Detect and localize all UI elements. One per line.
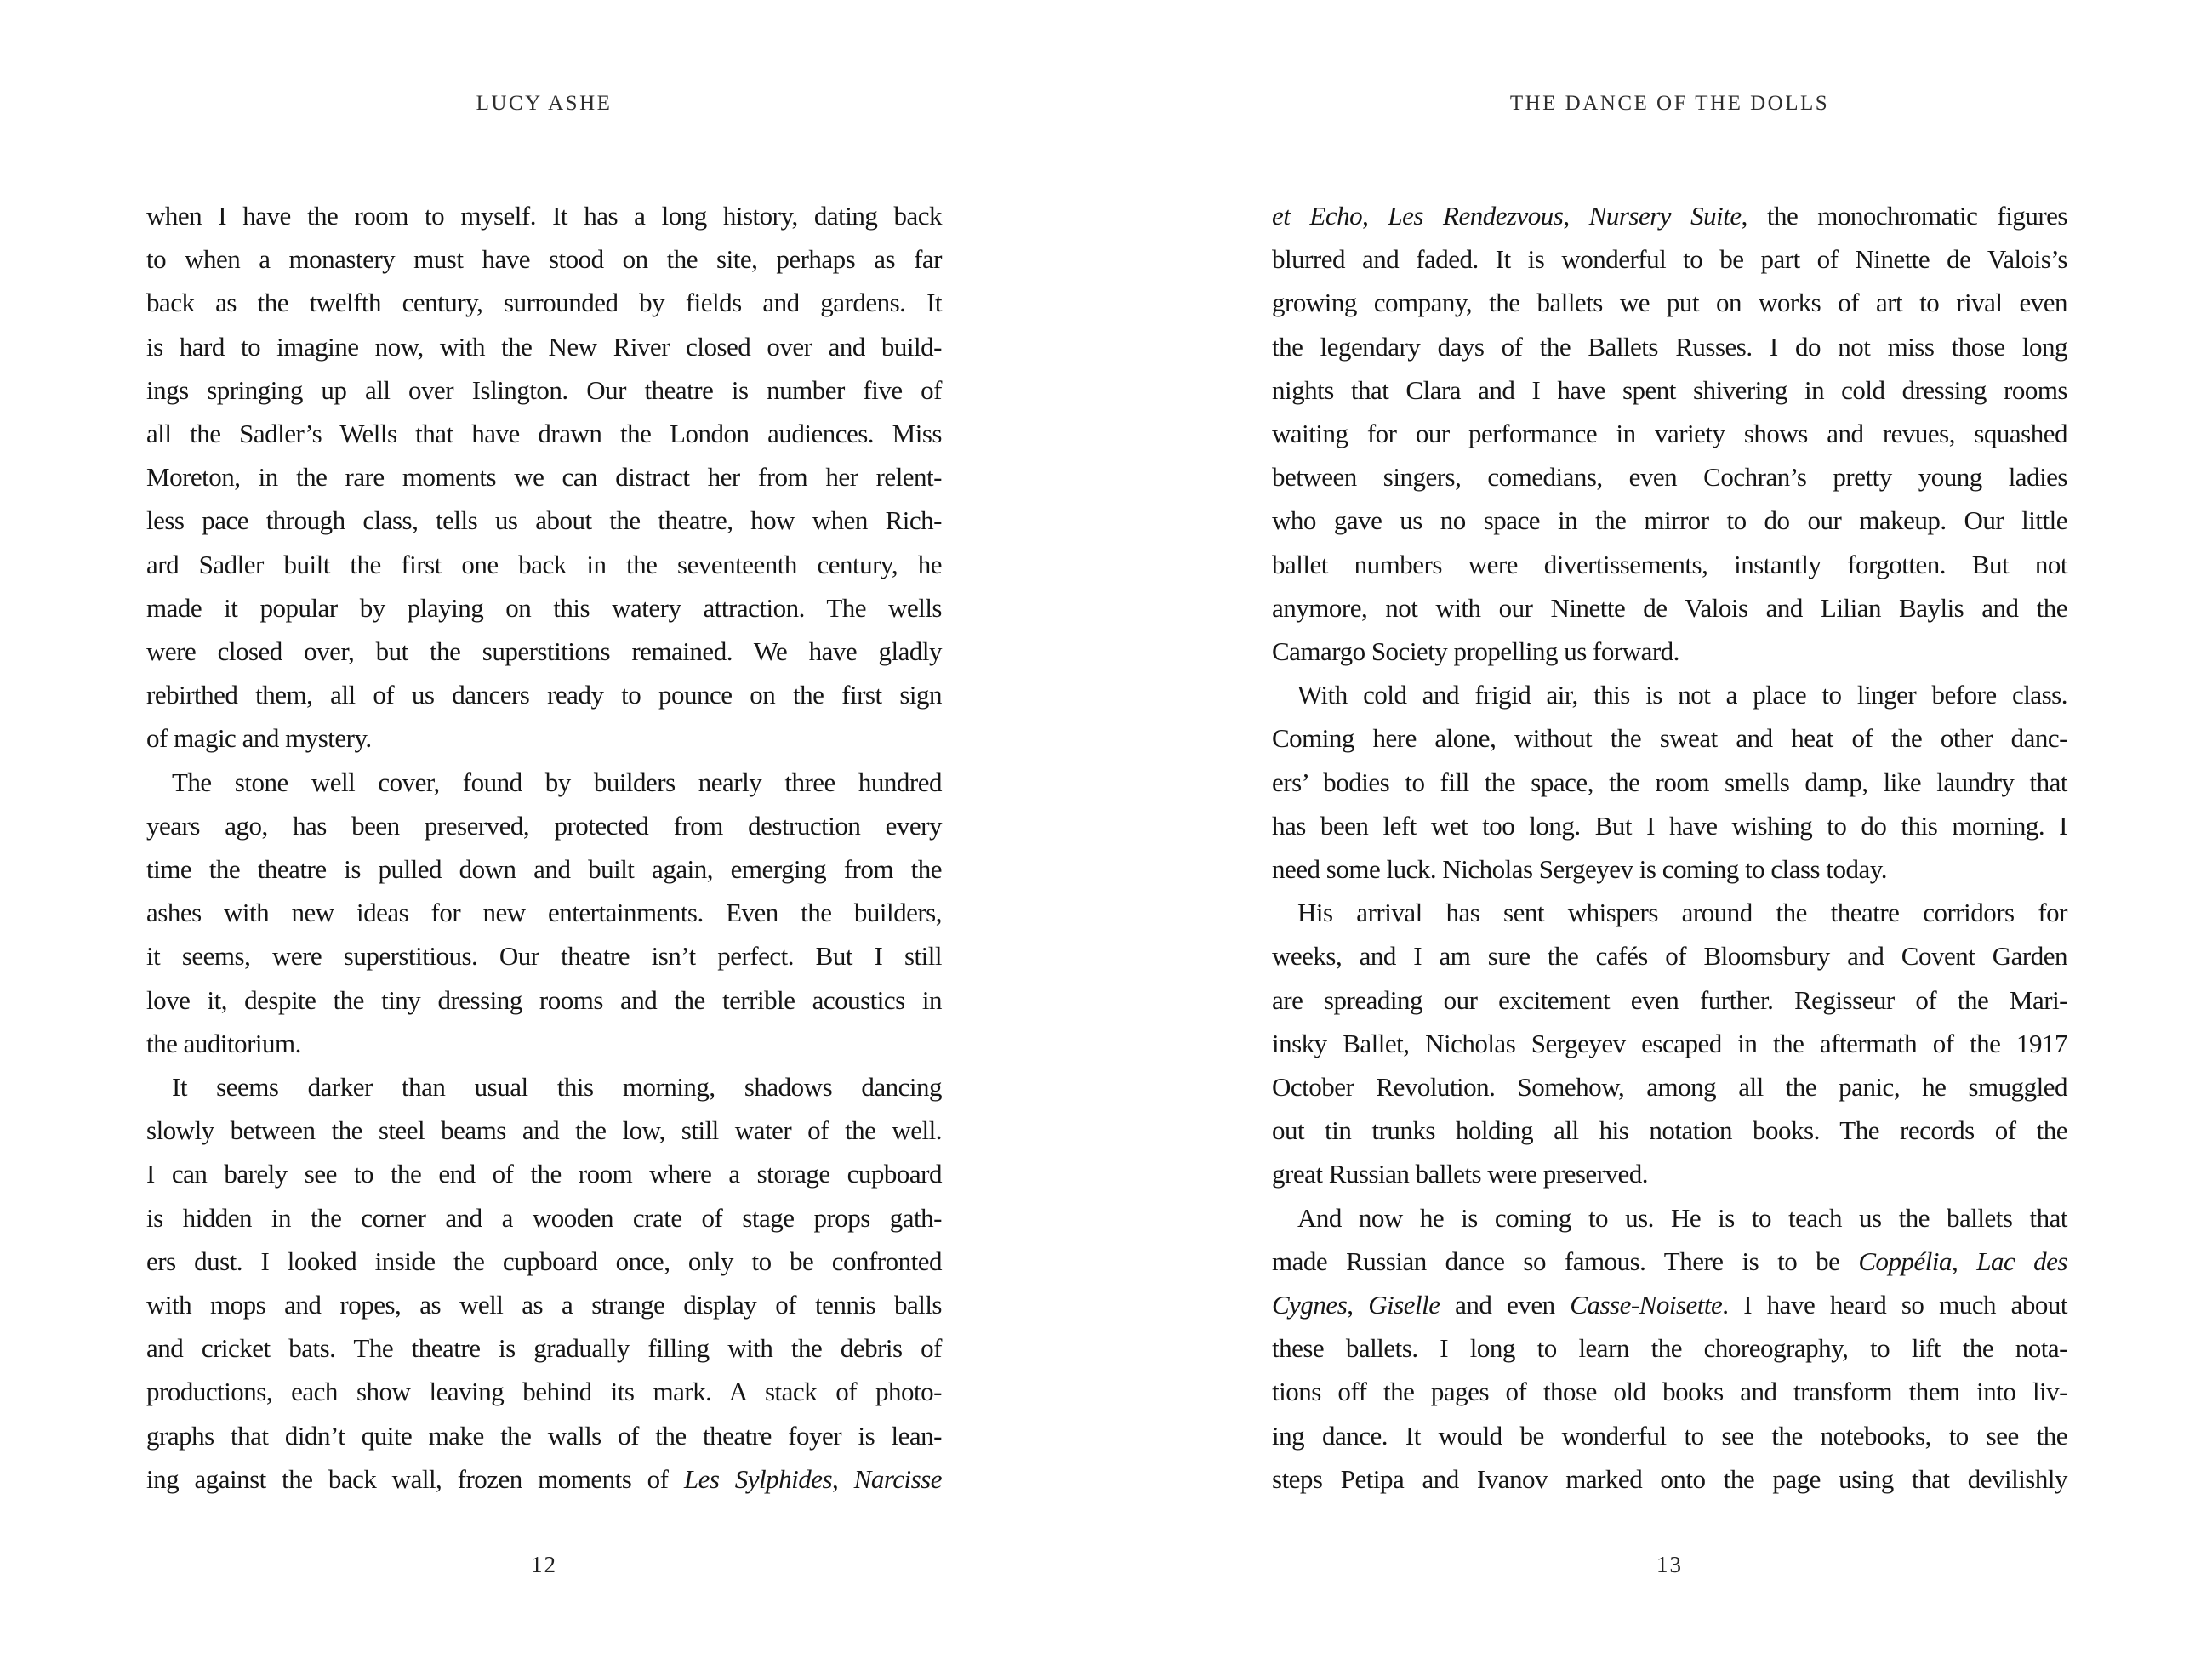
text-line: With cold and frigid air, this is not a place to linger before class. bbox=[1297, 680, 2067, 710]
text-line: ings springing up all over Islington. Our theatre is number five of bbox=[146, 374, 942, 405]
left-text-block bbox=[146, 194, 942, 1501]
text-line: It seems darker than usual this morning, shadows dancing bbox=[172, 1072, 942, 1103]
text-line: And now he is coming to us. He is to teach us the ballets that bbox=[1297, 1202, 2067, 1233]
right-text-block bbox=[1272, 194, 2067, 1501]
text-line: ashes with new ideas for new entertainments. Even the builders, bbox=[146, 898, 942, 928]
text-line: great Russian ballets were preserved. bbox=[1272, 1159, 1649, 1189]
text-line: graphs that didn’t quite make the walls of the theatre foyer is lean- bbox=[146, 1420, 942, 1451]
text-line: when I have the room to myself. It has a long history, dating back bbox=[146, 201, 942, 231]
left-page bbox=[146, 0, 942, 1659]
text-line: ard Sadler built the first one back in the seventeenth century, he bbox=[146, 549, 942, 579]
text-line: ing dance. It would be wonderful to see the notebooks, to see the bbox=[1272, 1420, 2067, 1451]
text-line: back as the twelfth century, surrounded by fields and gardens. It bbox=[146, 288, 942, 318]
text-line: love it, despite the tiny dressing rooms and the terrible acoustics in bbox=[146, 984, 942, 1015]
text-line: between singers, comedians, even Cochran’s pretty young ladies bbox=[1272, 462, 2067, 493]
text-line: ing against the back wall, frozen moments of Les Sylphides, Narcisse bbox=[146, 1463, 942, 1494]
text-line: made Russian dance so famous. There is to be Coppélia, Lac des bbox=[1272, 1246, 2067, 1276]
text-line: anymore, not with our Ninette de Valois and Lilian Baylis and the bbox=[1272, 592, 2067, 623]
text-line: these ballets. I long to learn the choreography, to lift the nota- bbox=[1272, 1333, 2067, 1364]
left-page-number: 12 bbox=[531, 1552, 557, 1577]
text-line: blurred and faded. It is wonderful to be part of Ninette de Valois’s bbox=[1272, 244, 2067, 275]
text-line: time the theatre is pulled down and built again, emerging from the bbox=[146, 854, 942, 885]
text-line: growing company, the ballets we put on works of art to rival even bbox=[1272, 288, 2067, 318]
text-line: steps Petipa and Ivanov marked onto the page using that devilishly bbox=[1272, 1463, 2067, 1494]
text-line: ers dust. I looked inside the cupboard once, only to be confronted bbox=[146, 1246, 942, 1276]
text-line: Moreton, in the rare moments we can distract her from her relent- bbox=[146, 462, 942, 493]
text-line: were closed over, but the superstitions remained. We have gladly bbox=[146, 636, 942, 667]
left-running-header: LUCY ASHE bbox=[476, 92, 613, 115]
text-line: all the Sadler’s Wells that have drawn the London audiences. Miss bbox=[146, 419, 942, 449]
text-line: to when a monastery must have stood on the site, perhaps as far bbox=[146, 244, 942, 275]
text-line: need some luck. Nicholas Sergeyev is coming to class today. bbox=[1272, 854, 1887, 885]
text-line: less pace through class, tells us about the theatre, how when Rich- bbox=[146, 505, 942, 536]
right-page bbox=[1272, 0, 2067, 1659]
text-line: years ago, has been preserved, protected from destruction every bbox=[146, 810, 942, 841]
text-line: are spreading our excitement even further. Regisseur of the Mari- bbox=[1272, 984, 2067, 1015]
text-line: has been left wet too long. But I have wishing to do this morning. I bbox=[1272, 810, 2067, 841]
text-line: made it popular by playing on this watery attraction. The wells bbox=[146, 592, 942, 623]
text-line: out tin trunks holding all his notation books. The records of the bbox=[1272, 1115, 2067, 1146]
text-line: slowly between the steel beams and the low, still water of the well. bbox=[146, 1115, 942, 1146]
text-line: Cygnes, Giselle and even Casse-Noisette. I have heard so much about bbox=[1272, 1290, 2068, 1320]
text-line: His arrival has sent whispers around the theatre corridors for bbox=[1297, 898, 2067, 928]
text-line: is hidden in the corner and a wooden crate of stage props gath- bbox=[146, 1202, 942, 1233]
text-line: rebirthed them, all of us dancers ready to pounce on the first sign bbox=[146, 680, 942, 710]
text-line: the auditorium. bbox=[146, 1028, 301, 1058]
right-running-header: THE DANCE OF THE DOLLS bbox=[1509, 92, 1830, 115]
text-line: and cricket bats. The theatre is gradually filling with the debris of bbox=[146, 1333, 942, 1364]
right-page-number: 13 bbox=[1656, 1552, 1683, 1577]
text-line: I can barely see to the end of the room where a storage cupboard bbox=[146, 1159, 942, 1189]
text-line: October Revolution. Somehow, among all the panic, he smuggled bbox=[1272, 1072, 2067, 1103]
text-line: weeks, and I am sure the cafés of Bloomsbury and Covent Garden bbox=[1272, 941, 2067, 972]
text-line: Camargo Society propelling us forward. bbox=[1272, 636, 1679, 667]
text-line: is hard to imagine now, with the New River closed over and build- bbox=[146, 331, 942, 362]
text-line: The stone well cover, found by builders nearly three hundred bbox=[172, 767, 942, 797]
text-line: Coming here alone, without the sweat and heat of the other danc- bbox=[1272, 723, 2067, 754]
text-line: ers’ bodies to fill the space, the room smells damp, like laundry that bbox=[1272, 767, 2067, 797]
text-line: productions, each show leaving behind its mark. A stack of photo- bbox=[146, 1377, 942, 1407]
text-line: the legendary days of the Ballets Russes. I do not miss those long bbox=[1272, 331, 2067, 362]
text-line: tions off the pages of those old books and transform them into liv- bbox=[1272, 1377, 2067, 1407]
text-line: nights that Clara and I have spent shivering in cold dressing rooms bbox=[1272, 374, 2067, 405]
text-line: ballet numbers were divertissements, instantly forgotten. But not bbox=[1272, 549, 2067, 579]
text-line: with mops and ropes, as well as a strange display of tennis balls bbox=[146, 1290, 942, 1320]
text-line: waiting for our performance in variety shows and revues, squashed bbox=[1272, 419, 2067, 449]
text-line: insky Ballet, Nicholas Sergeyev escaped in the aftermath of the 1917 bbox=[1272, 1028, 2067, 1058]
text-line: it seems, were superstitious. Our theatre isn’t perfect. But I still bbox=[146, 941, 942, 972]
text-line: et Echo, Les Rendezvous, Nursery Suite, the monochromatic figures bbox=[1272, 201, 2067, 231]
text-line: who gave us no space in the mirror to do our makeup. Our little bbox=[1272, 505, 2067, 536]
text-line: of magic and mystery. bbox=[146, 723, 372, 754]
